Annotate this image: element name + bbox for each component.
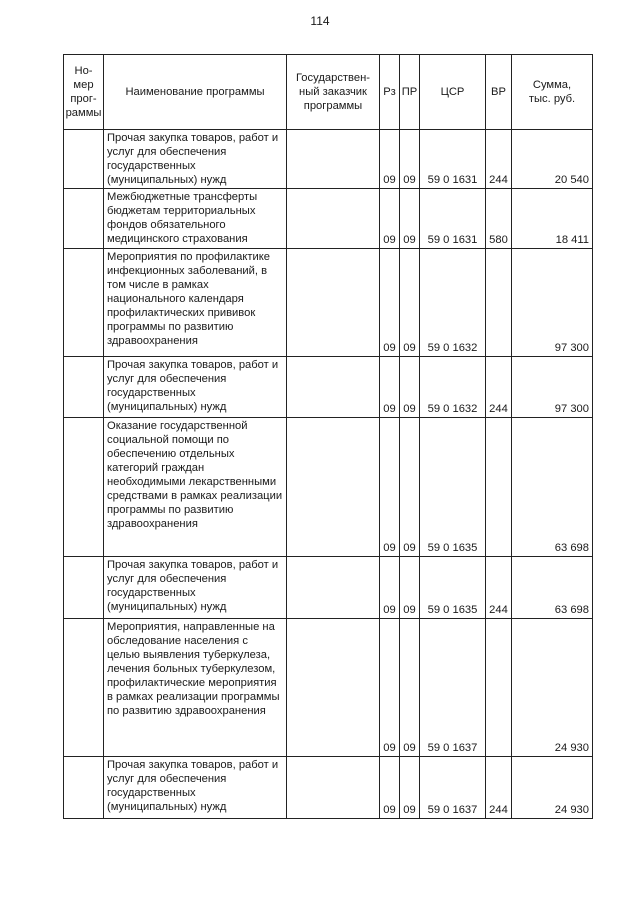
program-number-cell xyxy=(64,757,104,819)
csr-cell: 59 0 1635 xyxy=(420,418,486,557)
vr-cell xyxy=(486,418,512,557)
header-program-name: Наименование программы xyxy=(104,55,287,130)
program-name-cell: Прочая закупка товаров, работ и услуг для обеспечения государственных (муниципальных) нужд xyxy=(104,757,287,819)
program-name-cell: Оказание государственной социальной помощи по обеспечению отдельных категорий граждан необходимыми лекарственными средствами в рамках реализации программы по развитию здравоохранения xyxy=(104,418,287,557)
rz-cell: 09 xyxy=(380,130,400,189)
vr-cell: 244 xyxy=(486,557,512,619)
vr-cell xyxy=(486,619,512,757)
pr-cell: 09 xyxy=(400,619,420,757)
header-csr: ЦСР xyxy=(420,55,486,130)
pr-cell: 09 xyxy=(400,357,420,418)
csr-cell: 59 0 1632 xyxy=(420,249,486,357)
header-program-number: Но- мер прог- раммы xyxy=(64,55,104,130)
state-customer-cell xyxy=(287,418,380,557)
program-name-cell: Межбюджетные трансферты бюджетам территориальных фондов обязательного медицинского страхования xyxy=(104,189,287,249)
pr-cell: 09 xyxy=(400,249,420,357)
table-row xyxy=(64,757,593,819)
state-customer-cell xyxy=(287,249,380,357)
state-customer-cell xyxy=(287,130,380,189)
state-customer-cell xyxy=(287,189,380,249)
rz-cell: 09 xyxy=(380,418,400,557)
program-number-cell xyxy=(64,130,104,189)
sum-cell: 97 300 xyxy=(512,249,593,357)
program-number-cell xyxy=(64,249,104,357)
table-row xyxy=(64,130,593,189)
sum-cell: 18 411 xyxy=(512,189,593,249)
pr-cell: 09 xyxy=(400,130,420,189)
program-number-cell xyxy=(64,189,104,249)
rz-cell: 09 xyxy=(380,757,400,819)
program-name-cell: Прочая закупка товаров, работ и услуг для обеспечения государственных (муниципальных) нужд xyxy=(104,357,287,418)
vr-cell: 244 xyxy=(486,130,512,189)
rz-cell: 09 xyxy=(380,189,400,249)
sum-cell: 97 300 xyxy=(512,357,593,418)
budget-program-table xyxy=(63,54,593,819)
state-customer-cell xyxy=(287,619,380,757)
program-name-cell: Мероприятия, направленные на обследование населения с целью выявления туберкулеза, лечения больных туберкулезом, профилактические мероприятия в рамках реализации программы по развитию здравоохранения xyxy=(104,619,287,757)
program-name-cell: Прочая закупка товаров, работ и услуг для обеспечения государственных (муниципальных) нужд xyxy=(104,557,287,619)
csr-cell: 59 0 1637 xyxy=(420,619,486,757)
header-sum: Сумма, тыс. руб. xyxy=(512,55,593,130)
header-rz: Рз xyxy=(380,55,400,130)
table-row xyxy=(64,189,593,249)
vr-cell xyxy=(486,249,512,357)
program-number-cell xyxy=(64,418,104,557)
csr-cell: 59 0 1637 xyxy=(420,757,486,819)
program-name-cell: Прочая закупка товаров, работ и услуг для обеспечения государственных (муниципальных) нужд xyxy=(104,130,287,189)
csr-cell: 59 0 1635 xyxy=(420,557,486,619)
rz-cell: 09 xyxy=(380,249,400,357)
pr-cell: 09 xyxy=(400,757,420,819)
table-row xyxy=(64,619,593,757)
pr-cell: 09 xyxy=(400,557,420,619)
sum-cell: 20 540 xyxy=(512,130,593,189)
sum-cell: 24 930 xyxy=(512,619,593,757)
state-customer-cell xyxy=(287,357,380,418)
program-number-cell xyxy=(64,557,104,619)
csr-cell: 59 0 1631 xyxy=(420,189,486,249)
rz-cell: 09 xyxy=(380,557,400,619)
table-header-row xyxy=(64,55,593,130)
state-customer-cell xyxy=(287,557,380,619)
table-row xyxy=(64,249,593,357)
csr-cell: 59 0 1632 xyxy=(420,357,486,418)
program-number-cell xyxy=(64,619,104,757)
header-pr: ПР xyxy=(400,55,420,130)
csr-cell: 59 0 1631 xyxy=(420,130,486,189)
vr-cell: 244 xyxy=(486,357,512,418)
sum-cell: 24 930 xyxy=(512,757,593,819)
table-row xyxy=(64,418,593,557)
vr-cell: 580 xyxy=(486,189,512,249)
sum-cell: 63 698 xyxy=(512,557,593,619)
header-vr: ВР xyxy=(486,55,512,130)
page-number: 114 xyxy=(310,14,330,28)
vr-cell: 244 xyxy=(486,757,512,819)
program-name-cell: Мероприятия по профилактике инфекционных заболеваний, в том числе в рамках национального календаря профилактических прививок программы по развитию здравоохранения xyxy=(104,249,287,357)
table-row xyxy=(64,557,593,619)
header-state-customer: Государствен- ный заказчик программы xyxy=(287,55,380,130)
program-number-cell xyxy=(64,357,104,418)
state-customer-cell xyxy=(287,757,380,819)
rz-cell: 09 xyxy=(380,357,400,418)
table-row xyxy=(64,357,593,418)
pr-cell: 09 xyxy=(400,418,420,557)
rz-cell: 09 xyxy=(380,619,400,757)
pr-cell: 09 xyxy=(400,189,420,249)
sum-cell: 63 698 xyxy=(512,418,593,557)
